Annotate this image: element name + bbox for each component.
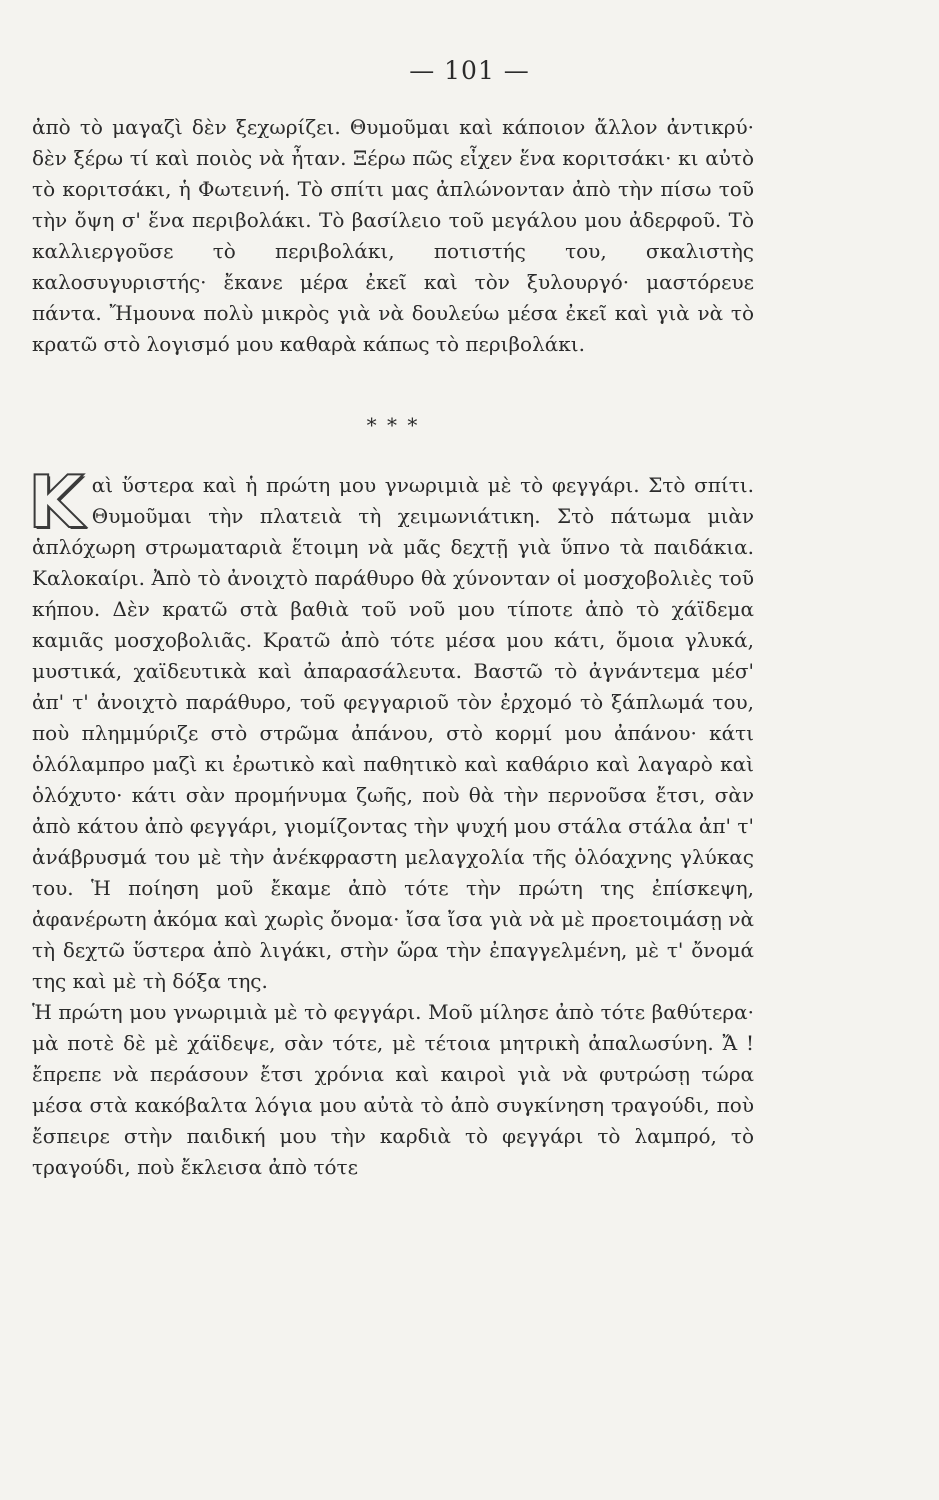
paragraph-1: ἀπὸ τὸ μαγαζὶ δὲν ξεχωρίζει. Θυμοῦμαι καὶ κάποιον ἄλλον ἀντικρύ· δὲν ξέρω τί καὶ ποιὸς νὰ ἦταν. Ξέρω πῶς εἶχεν ἕνα κοριτσάκι· κι αὐτὸ τὸ κοριτσάκι, ἡ Φωτεινή. Τὸ σπίτι μας ἀπλώνονταν ἀπὸ τὴν πίσω τοῦ τὴν ὄψη σ' ἕνα περιβολάκι. Τὸ βασίλειο τοῦ μεγάλου μου ἀδερφοῦ. Τὸ καλλιεργοῦσε τὸ περιβολάκι, ποτιστής του, σκαλιστὴς καλοσυγυριστής· ἔκανε μέρα ἐκεῖ καὶ τὸν ξυλουργό· μαστόρευε πάντα. Ἤμουνα πολὺ μικρὸς γιὰ νὰ δουλεύω μέσα ἐκεῖ καὶ γιὰ νὰ τὸ κρατῶ στὸ λογισμό μου καθαρὰ κάπως τὸ περιβολάκι. bbox=[32, 115, 754, 356]
section-separator: * * * bbox=[366, 413, 420, 437]
drop-cap: Κ bbox=[28, 460, 84, 544]
paragraph-2-text: αὶ ὕστερα καὶ ἡ πρώτη μου γνωριμιὰ μὲ τὸ φεγγάρι. Στὸ σπίτι. Θυμοῦμαι τὴν πλατειὰ τὴ χειμωνιάτικη. Στὸ πάτωμα μιὰν ἁπλόχωρη στρωματαριὰ ἕτοιμη νὰ μᾶς δεχτῇ γιὰ ὕπνο τὰ παιδάκια. Καλοκαίρι. Ἀπὸ τὸ ἀνοιχτὸ παράθυρο θὰ χύνονταν οἱ μοσχοβολιὲς τοῦ κήπου. Δὲν κρατῶ στὰ βαθιὰ τοῦ νοῦ μου τίποτε ἀπὸ τὸ χάϊδεμα καμιᾶς μοσχοβολιᾶς. Κρατῶ ἀπὸ τότε μέσα μου κάτι, ὅμοια γλυκά, μυστικά, χαϊδευτικὰ καὶ ἀπαρασάλευτα. Βαστῶ τὸ ἀγνάντεμα μέσ' ἀπ' τ' ἀνοιχτὸ παράθυρο, τοῦ φεγγαριοῦ τὸν ἐρχομό τὸ ξάπλωμά του, ποὺ πλημμύριζε στὸ στρῶμα ἀπάνου, στὸ κορμί μου ἀπάνου· κάτι ὁλόλαμπρο μαζὶ κι ἐρωτικὸ καὶ παθητικὸ καὶ καθάριο καὶ λαγαρὸ καὶ ὁλόχυτο· κάτι σὰν προμήνυμα ζωῆς, ποὺ θὰ τὴν περνοῦσα ἔτσι, σὰν ἀπὸ κάτου ἀπὸ φεγγάρι, γιομίζοντας τὴν ψυχή μου στάλα στάλα ἀπ' τ' ἀνάβρυσμά του μὲ τὴν ἀνέκφραστη μελαγχολία τῆς ὁλόαχνης γλύκας του. Ἡ ποίηση μοῦ ἔκαμε ἀπὸ τότε τὴν πρώτη της ἐπίσκεψη, ἀφανέρωτη ἀκόμα καὶ χωρὶς ὄνομα· ἴσα ἴσα γιὰ νὰ μὲ προετοιμάσῃ νὰ τὴ δεχτῶ ὕστερα ἀπὸ λιγάκι, στὴν ὥρα τὴν ἐπαγγελμένη, μὲ τ' ὄνομά της καὶ μὲ τὴ δόξα της. bbox=[32, 473, 754, 993]
paragraph-3: Ἡ πρώτη μου γνωριμιὰ μὲ τὸ φεγγάρι. Μοῦ μίλησε ἀπὸ τότε βαθύτερα· μὰ ποτὲ δὲ μὲ χάϊδεψε, σὰν τότε, μὲ τέτοια μητρικὴ ἀπαλωσύνη. Ἄ ! ἔπρεπε νὰ περάσουν ἔτσι χρόνια καὶ καιροὶ γιὰ νὰ φυτρώσῃ τώρα μέσα στὰ κακόβαλτα λόγια μου αὐτὰ τὸ ἀπὸ συγκίνηση τραγούδι, ποὺ ἔσπειρε στὴν παιδική μου τὴν καρδιὰ τὸ φεγγάρι τὸ λαμπρό, τὸ τραγούδι, ποὺ ἔκλεισα ἀπὸ τότε bbox=[32, 1000, 754, 1179]
page-number: — 101 — bbox=[409, 56, 530, 85]
paragraph-2 bbox=[28, 460, 754, 997]
page-body bbox=[28, 112, 754, 1183]
